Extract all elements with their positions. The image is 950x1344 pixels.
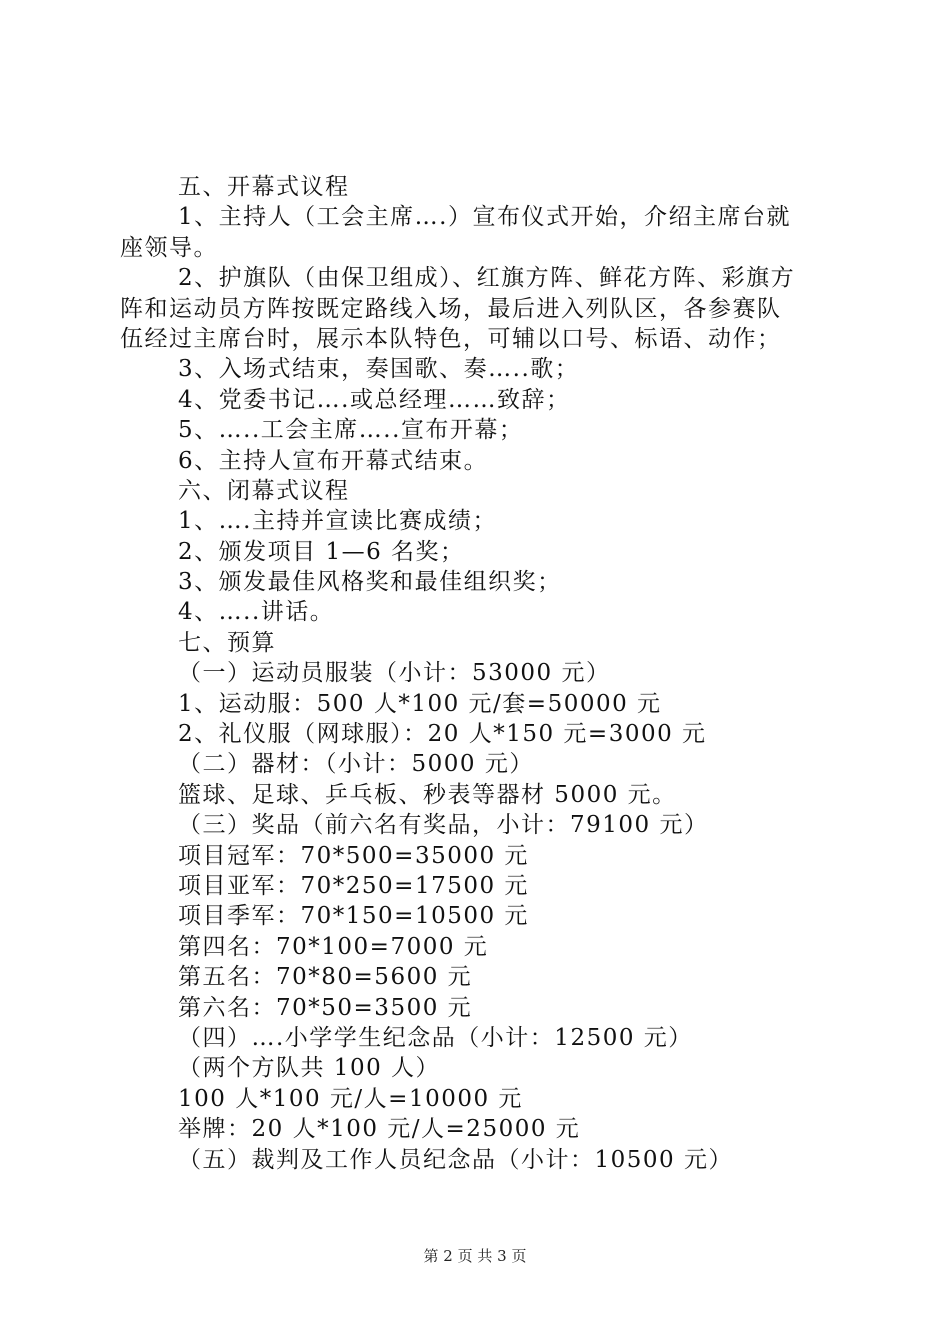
text-line: 第四名：70*100=7000 元: [178, 933, 489, 960]
text-line: 阵和运动员方阵按既定路线入场，最后进入列队区，各参赛队: [120, 295, 782, 322]
text-line: 伍经过主席台时，展示本队特色，可辅以口号、标语、动作；: [120, 325, 782, 352]
text-line: 6、主持人宣布开幕式结束。: [178, 447, 489, 474]
text-line: 3、入场式结束，奏国歌、奏…..歌；: [178, 356, 580, 383]
text-line: （五）裁判及工作人员纪念品（小计：10500 元）: [178, 1146, 733, 1173]
page-number-footer: 第 2 页 共 3 页: [423, 1247, 527, 1265]
text-line: 1、….主持并宣读比赛成绩；: [178, 508, 497, 535]
text-line: 座领导。: [120, 234, 218, 261]
text-line: 项目季军：70*150=10500 元: [178, 903, 529, 930]
text-line: （二）器材：（小计：5000 元）: [178, 751, 534, 778]
text-line: 篮球、足球、乒乓板、秒表等器材 5000 元。: [178, 781, 677, 808]
text-line: 1、运动服：500 人*100 元/套=50000 元: [178, 690, 662, 717]
text-line: 第六名：70*50=3500 元: [178, 994, 473, 1021]
text-line: 五、开幕式议程: [178, 174, 350, 200]
text-line: 举牌：20 人*100 元/人=25000 元: [178, 1116, 581, 1143]
section-heading: 六、闭幕式议程: [178, 477, 350, 504]
text-line: 5、…..工会主席…..宣布开幕；: [178, 417, 524, 444]
text-line: （两个方队共 100 人）: [178, 1055, 441, 1082]
text-line: 项目亚军：70*250=17500 元: [178, 872, 529, 899]
text-line: （三）奖品（前六名有奖品，小计：79100 元）: [178, 812, 709, 839]
text-line: 4、…..讲话。: [178, 599, 335, 626]
text-line: 第五名：70*80=5600 元: [178, 964, 473, 991]
text-line: （四）….小学学生纪念品（小计：12500 元）: [178, 1024, 693, 1051]
text-line: 3、颁发最佳风格奖和最佳组织奖；: [178, 569, 562, 596]
text-line: 项目冠军：70*500=35000 元: [178, 842, 529, 869]
text-line: 2、颁发项目 1—6 名奖；: [178, 538, 465, 565]
text-line: （一）运动员服装（小计：53000 元）: [178, 660, 611, 687]
text-line: 4、党委书记….或总经理……致辞；: [178, 386, 571, 413]
text-line: 100 人*100 元/人=10000 元: [178, 1085, 523, 1112]
section-heading: 七、预算: [178, 629, 276, 656]
text-line: 2、礼仪服（网球服）：20 人*150 元=3000 元: [178, 721, 707, 748]
document-body: [120, 172, 840, 1175]
text-line: 1、主持人（工会主席….）宣布仪式开始，介绍主席台就: [178, 204, 791, 231]
text-line: 2、护旗队（由保卫组成）、红旗方阵、鲜花方阵、彩旗方: [178, 265, 796, 292]
